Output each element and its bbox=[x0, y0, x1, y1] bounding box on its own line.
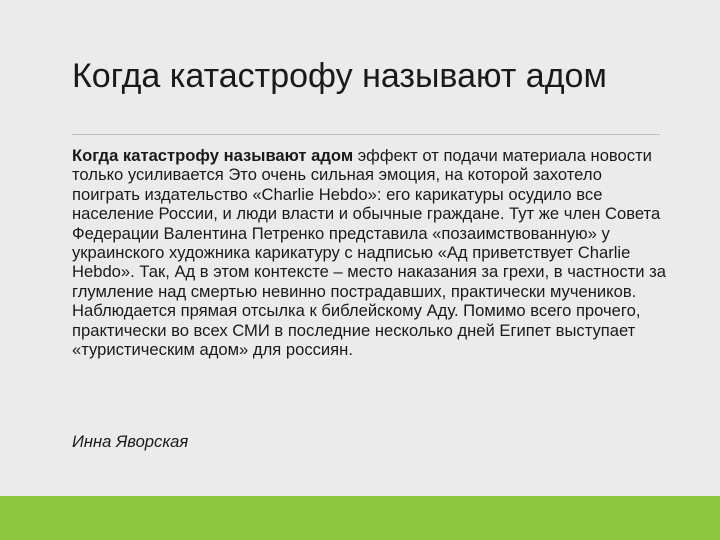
author-signature: Инна Яворская bbox=[72, 432, 189, 451]
title-divider bbox=[72, 134, 660, 135]
slide-title: Когда катастрофу называют адом bbox=[72, 57, 607, 95]
slide-body bbox=[72, 146, 672, 359]
body-text: эффект от подачи материала новости только усиливается Это очень сильная эмоция, на которой захотело поиграть издательство «Charlie Hebdo»: его карикатуры осудило все население России, и люди власти и обычные граждане. Тут же член Совета Федерации Валентина Петренко представила «позаимствованную» у украинского художника карикатуру с надписью «Ад приветствует Charlie Hebdo». Так, Ад в этом контексте – место наказания за грехи, в частности за глумление над смертью невинно пострадавших, практически мучеников. Наблюдается прямая отсылка к библейскому Аду. Помимо всего прочего, практически во всех СМИ в последние несколько дней Египет выступает «туристическим адом» для россиян. bbox=[72, 146, 667, 360]
accent-bar bbox=[0, 496, 720, 540]
body-lead: Когда катастрофу называют адом bbox=[72, 146, 354, 165]
